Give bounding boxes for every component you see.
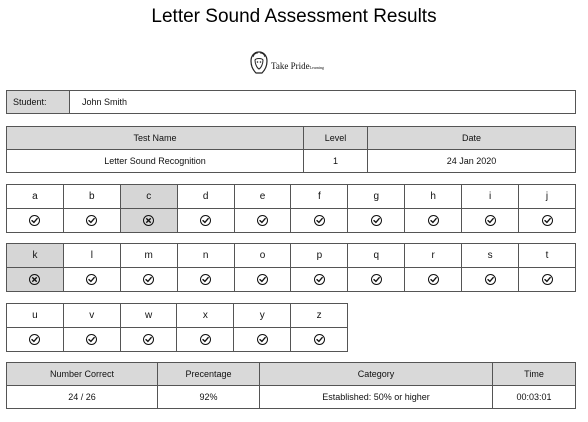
result-cell [519, 209, 576, 233]
check-circle-icon [200, 215, 211, 226]
time-value: 00:03:01 [493, 386, 576, 409]
result-cell [291, 268, 348, 292]
percentage-value: 92% [158, 386, 260, 409]
check-circle-icon [200, 334, 211, 345]
letter-cell: x [177, 304, 234, 328]
result-cell [7, 328, 64, 352]
letter-cell: j [519, 185, 576, 209]
letter-cell: n [177, 244, 234, 268]
result-cell [120, 209, 177, 233]
letter-cell: a [7, 185, 64, 209]
check-circle-icon [86, 274, 97, 285]
check-circle-icon [485, 274, 496, 285]
letter-grid-row-2 [6, 243, 576, 292]
test-name-header: Test Name [7, 127, 304, 150]
result-cell [177, 268, 234, 292]
x-circle-icon [143, 215, 154, 226]
result-cell [348, 268, 405, 292]
letter-cell: q [348, 244, 405, 268]
result-cell [7, 268, 64, 292]
letter-cell: i [462, 185, 519, 209]
result-cell [63, 209, 120, 233]
result-cell [120, 268, 177, 292]
letter-cell: v [63, 304, 120, 328]
lion-head-icon [249, 51, 269, 75]
result-cell [177, 328, 234, 352]
letter-cell: p [291, 244, 348, 268]
category-header: Category [260, 363, 493, 386]
result-cell [462, 209, 519, 233]
result-cell [234, 268, 291, 292]
take-pride-logo [249, 51, 324, 75]
letter-cell: y [234, 304, 291, 328]
time-header: Time [493, 363, 576, 386]
logo-text: Take Pride [271, 61, 310, 71]
letter-cell: u [7, 304, 64, 328]
result-cell [291, 328, 348, 352]
check-circle-icon [257, 334, 268, 345]
percentage-header: Precentage [158, 363, 260, 386]
letter-cell: d [177, 185, 234, 209]
letter-cell: t [519, 244, 576, 268]
letter-cell: l [63, 244, 120, 268]
letter-cell: m [120, 244, 177, 268]
letter-cell: b [63, 185, 120, 209]
category-value: Established: 50% or higher [260, 386, 493, 409]
result-cell [405, 268, 462, 292]
check-circle-icon [542, 215, 553, 226]
check-circle-icon [86, 334, 97, 345]
result-cell [63, 328, 120, 352]
check-circle-icon [371, 274, 382, 285]
letter-cell: w [120, 304, 177, 328]
check-circle-icon [29, 215, 40, 226]
letter-cell: k [7, 244, 64, 268]
check-circle-icon [371, 215, 382, 226]
result-cell [519, 268, 576, 292]
date-header: Date [368, 127, 576, 150]
letter-cell: e [234, 185, 291, 209]
result-cell [63, 268, 120, 292]
check-circle-icon [29, 334, 40, 345]
check-circle-icon [428, 274, 439, 285]
result-cell [405, 209, 462, 233]
check-circle-icon [314, 274, 325, 285]
student-name: John Smith [70, 91, 576, 114]
result-cell [462, 268, 519, 292]
test-name-value: Letter Sound Recognition [7, 150, 304, 173]
check-circle-icon [314, 334, 325, 345]
check-circle-icon [485, 215, 496, 226]
check-circle-icon [257, 215, 268, 226]
level-value: 1 [304, 150, 368, 173]
letter-cell: z [291, 304, 348, 328]
letter-grid-row-3 [6, 303, 348, 352]
letter-cell: f [291, 185, 348, 209]
test-info-table [6, 126, 576, 173]
result-cell [177, 209, 234, 233]
number-correct-value: 24 / 26 [7, 386, 158, 409]
letter-cell: c [120, 185, 177, 209]
x-circle-icon [29, 274, 40, 285]
student-label: Student: [7, 91, 70, 114]
letter-cell: r [405, 244, 462, 268]
check-circle-icon [143, 274, 154, 285]
result-cell [348, 209, 405, 233]
student-table [6, 90, 576, 114]
result-cell [7, 209, 64, 233]
result-cell [234, 209, 291, 233]
letter-cell: s [462, 244, 519, 268]
check-circle-icon [200, 274, 211, 285]
level-header: Level [304, 127, 368, 150]
check-circle-icon [314, 215, 325, 226]
letter-cell: h [405, 185, 462, 209]
check-circle-icon [86, 215, 97, 226]
letter-grid-row-1 [6, 184, 576, 233]
summary-table [6, 362, 576, 409]
result-cell [120, 328, 177, 352]
check-circle-icon [143, 334, 154, 345]
result-cell [234, 328, 291, 352]
letter-cell: o [234, 244, 291, 268]
number-correct-header: Number Correct [7, 363, 158, 386]
page-title: Letter Sound Assessment Results [151, 6, 437, 27]
result-cell [291, 209, 348, 233]
logo-subtext: Learning [309, 65, 325, 70]
check-circle-icon [257, 274, 268, 285]
date-value: 24 Jan 2020 [368, 150, 576, 173]
check-circle-icon [542, 274, 553, 285]
check-circle-icon [428, 215, 439, 226]
letter-cell: g [348, 185, 405, 209]
